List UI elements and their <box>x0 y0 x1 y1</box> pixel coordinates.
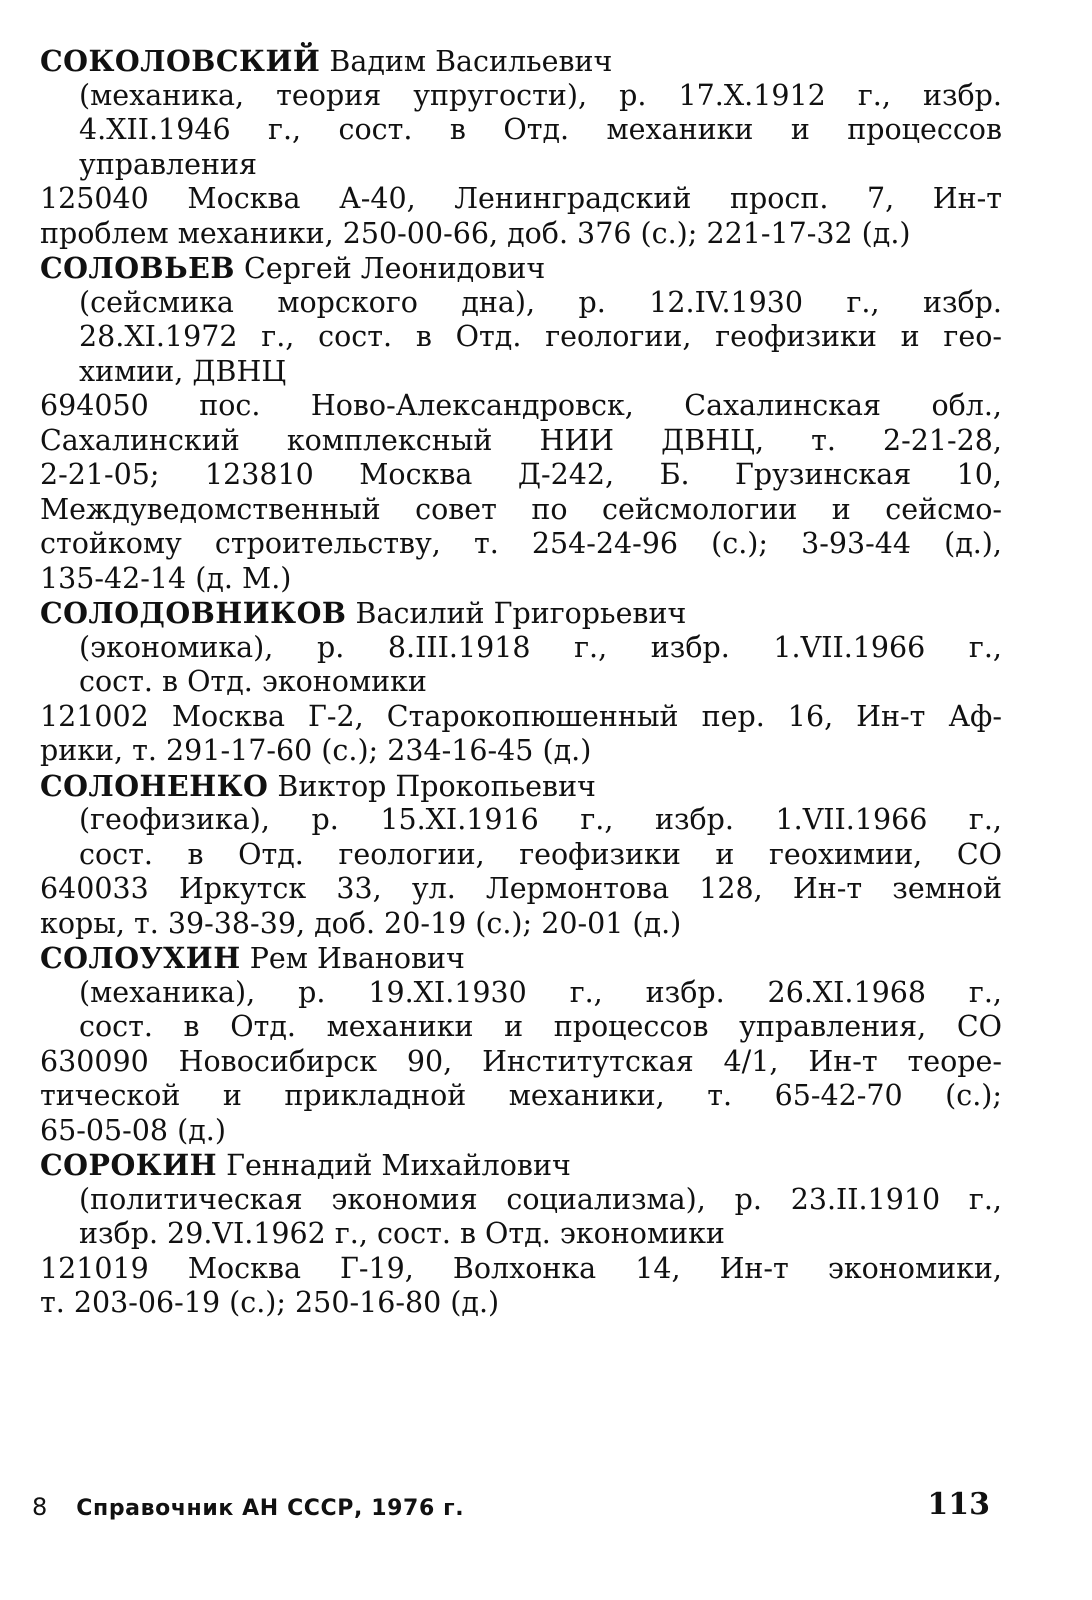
entry-address-line: тической и прикладной механики, т. 65-42-70 (с.); <box>40 1079 1002 1112</box>
page-footer <box>32 1487 994 1524</box>
directory-entry <box>40 44 1002 251</box>
entry-address-line: 640033 Иркутск 33, ул. Лермонтова 128, Ин-т земной <box>40 872 1002 905</box>
entry-detail-line: (политическая экономия социализма), р. 23.II.1910 г., <box>79 1182 1002 1216</box>
entry-surname: СОКОЛОВСКИЙ <box>40 44 321 78</box>
entry-address-line: 125040 Москва А-40, Ленинградский просп. 7, Ин-т <box>40 182 1002 215</box>
entry-address-line: стойкому строительству, т. 254-24-96 (с.); 3-93-44 (д.), <box>40 527 1002 560</box>
entry-address-line: проблем механики, 250-00-66, доб. 376 (с.); 221-17-32 (д.) <box>40 216 911 250</box>
entry-detail-line: (механика), р. 19.XI.1930 г., избр. 26.XI.1968 г., <box>79 975 1002 1009</box>
entry-address-line: 694050 пос. Ново-Александровск, Сахалинская обл., <box>40 389 1002 422</box>
entry-detail-line: (сейсмика морского дна), р. 12.IV.1930 г., избр. <box>79 285 1002 319</box>
entry-heading <box>40 1148 1002 1183</box>
entry-detail-line: 4.XII.1946 г., сост. в Отд. механики и процессов <box>79 113 1002 146</box>
entry-given-name: Сергей Леонидович <box>234 252 546 285</box>
entry-given-name: Василий Григорьевич <box>346 597 687 630</box>
entry-detail-line: химии, ДВНЦ <box>79 354 287 388</box>
entry-surname: СОЛОДОВНИКОВ <box>40 596 347 630</box>
entry-detail-line: сост. в Отд. геологии, геофизики и геохимии, СО <box>79 837 1002 871</box>
entry-given-name: Вадим Васильевич <box>320 45 613 78</box>
entry-address-line: коры, т. 39-38-39, доб. 20-19 (с.); 20-01 (д.) <box>40 906 682 940</box>
entry-heading <box>40 44 1002 79</box>
entry-address-line: 121002 Москва Г-2, Старокопюшенный пер. 16, Ин-т Аф- <box>40 699 1002 733</box>
directory-entry <box>40 941 1002 1148</box>
entry-address-line: рики, т. 291-17-60 (с.); 234-16-45 (д.) <box>40 734 592 767</box>
source-citation: Справочник АН СССР, 1976 г. <box>76 1496 465 1521</box>
directory-entry <box>40 769 1002 942</box>
entry-surname: СОЛОНЕНКО <box>40 768 269 803</box>
entry-surname: СОРОКИН <box>40 1148 218 1182</box>
entry-given-name: Виктор Прокопьевич <box>268 769 596 803</box>
entry-detail-line: сост. в Отд. механики и процессов управления, СО <box>79 1010 1002 1043</box>
entry-address-line: 121019 Москва Г-19, Волхонка 14, Ин-т экономики, <box>40 1251 1002 1285</box>
entry-detail-line: (геофизика), р. 15.XI.1916 г., избр. 1.VII.1966 г., <box>79 803 1002 836</box>
entry-surname: СОЛОВЬЕВ <box>40 251 235 285</box>
page-number: 113 <box>927 1487 990 1522</box>
directory-entry <box>40 596 1002 769</box>
entry-detail-line: сост. в Отд. экономики <box>79 665 427 698</box>
entry-detail-line: управления <box>79 147 257 181</box>
directory-entry <box>40 1148 1002 1321</box>
entry-detail-line: (механика, теория упругости), р. 17.X.1912 г., избр. <box>79 78 1002 112</box>
entry-detail-line: избр. 29.VI.1962 г., сост. в Отд. экономики <box>79 1217 725 1250</box>
entry-surname: СОЛОУХИН <box>40 941 241 975</box>
entry-address-line: Междуведомственный совет по сейсмологии и сейсмо- <box>40 492 1002 526</box>
entry-detail-line: 28.XI.1972 г., сост. в Отд. геологии, геофизики и гео- <box>79 320 1002 353</box>
entry-heading <box>40 251 1002 286</box>
entry-address-line: Сахалинский комплексный НИИ ДВНЦ, т. 2-21-28, <box>40 423 1002 457</box>
entry-address-line: 630090 Новосибирск 90, Институтская 4/1, Ин-т теоре- <box>40 1044 1002 1078</box>
directory-page <box>40 44 1002 1321</box>
signature-mark: 8 <box>32 1493 48 1521</box>
entry-heading <box>40 941 1002 976</box>
entry-detail-line: (экономика), р. 8.III.1918 г., избр. 1.VII.1966 г., <box>79 630 1002 664</box>
entry-address-line: 2-21-05; 123810 Москва Д-242, Б. Грузинская 10, <box>40 458 1002 491</box>
entry-heading <box>40 596 1002 631</box>
entry-address-line: 135-42-14 (д. М.) <box>40 561 292 595</box>
directory-entry <box>40 251 1002 596</box>
entry-heading <box>40 769 1002 804</box>
entry-address-line: т. 203-06-19 (с.); 250-16-80 (д.) <box>40 1286 500 1319</box>
entry-address-line: 65-05-08 (д.) <box>40 1113 226 1147</box>
entry-given-name: Геннадий Михайлович <box>217 1149 571 1182</box>
entry-given-name: Рем Иванович <box>240 942 465 975</box>
